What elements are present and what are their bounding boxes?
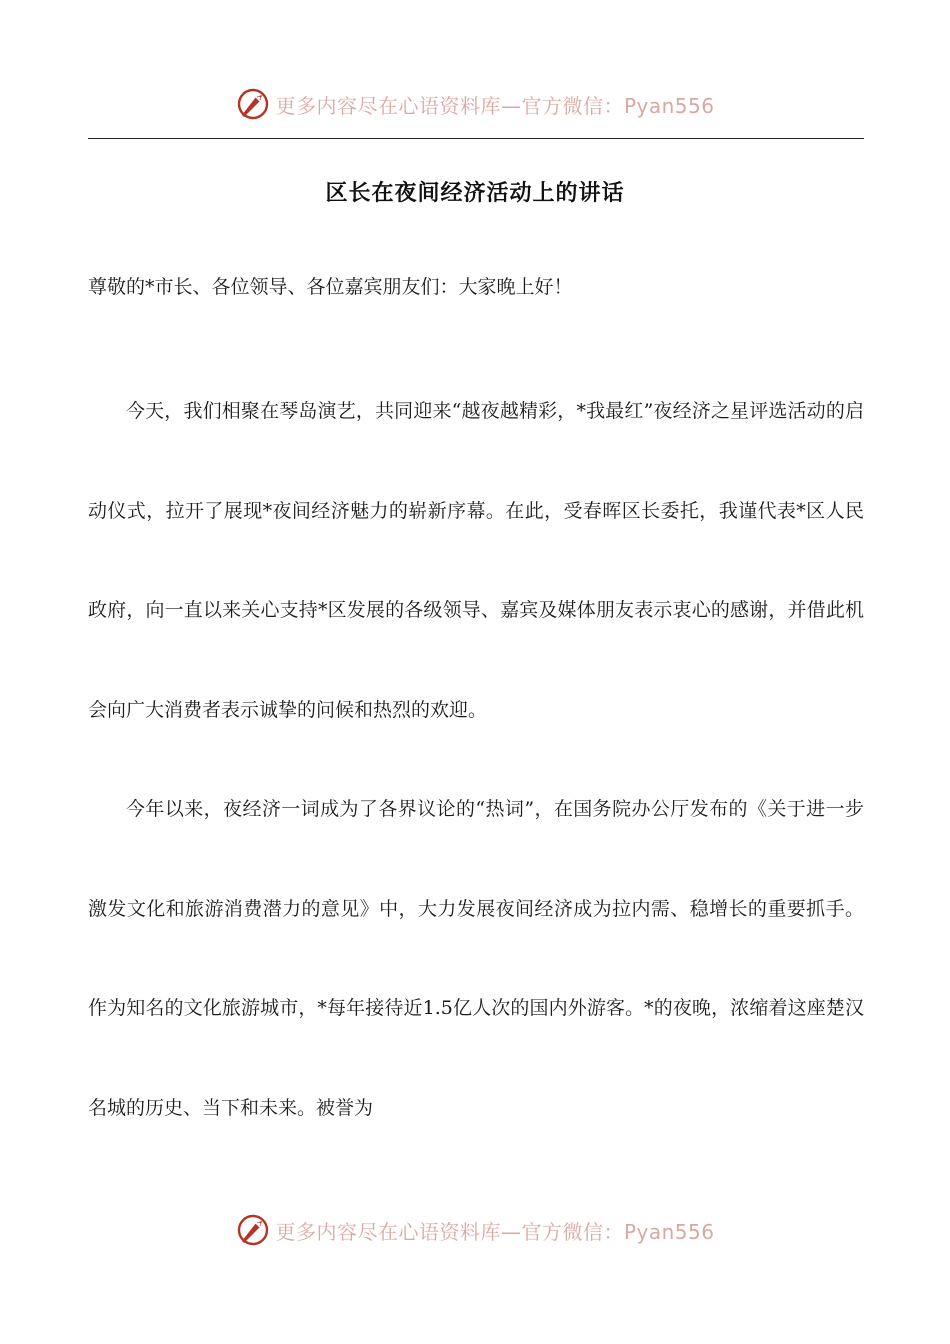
- paragraph-1: 今天，我们相聚在琴岛演艺，共同迎来“越夜越精彩，*我最红”夜经济之星评选活动的启动仪式，拉开了展现*夜间经济魅力的崭新序幕。在此，受春晖区长委托，我谨代表*区人民政府，向一直以来关心支持*区发展的各级领导、嘉宾及媒体朋友表示衷心的感谢，并借此机会向广大消费者表示诚挚的问候和热烈的欢迎。: [88, 400, 864, 721]
- pen-nib-logo-icon: [235, 1212, 271, 1248]
- header-banner-text: 更多内容尽在心语资料库—官方微信：Pyan556: [275, 93, 715, 118]
- document-title: 区长在夜间经济活动上的讲话: [325, 181, 625, 206]
- header-banner: [0, 82, 950, 126]
- salutation: 尊敬的*市长、各位领导、各位嘉宾朋友们：大家晚上好！: [88, 276, 573, 298]
- footer-banner-text: 更多内容尽在心语资料库—官方微信：Pyan556: [275, 1219, 715, 1244]
- pen-nib-logo-icon: [235, 86, 271, 122]
- header-divider: [88, 138, 864, 139]
- footer-banner: [0, 1208, 950, 1252]
- document-body: [88, 266, 864, 1158]
- paragraph-2: 今年以来，夜经济一词成为了各界议论的“热词”，在国务院办公厅发布的《关于进一步激发文化和旅游消费潜力的意见》中，大力发展夜间经济成为拉内需、稳增长的重要抓手。作为知名的文化旅游城市，*每年接待近1.5亿人次的国内外游客。*的夜晚，浓缩着这座楚汉名城的历史、当下和未来。被誉为: [88, 798, 864, 1119]
